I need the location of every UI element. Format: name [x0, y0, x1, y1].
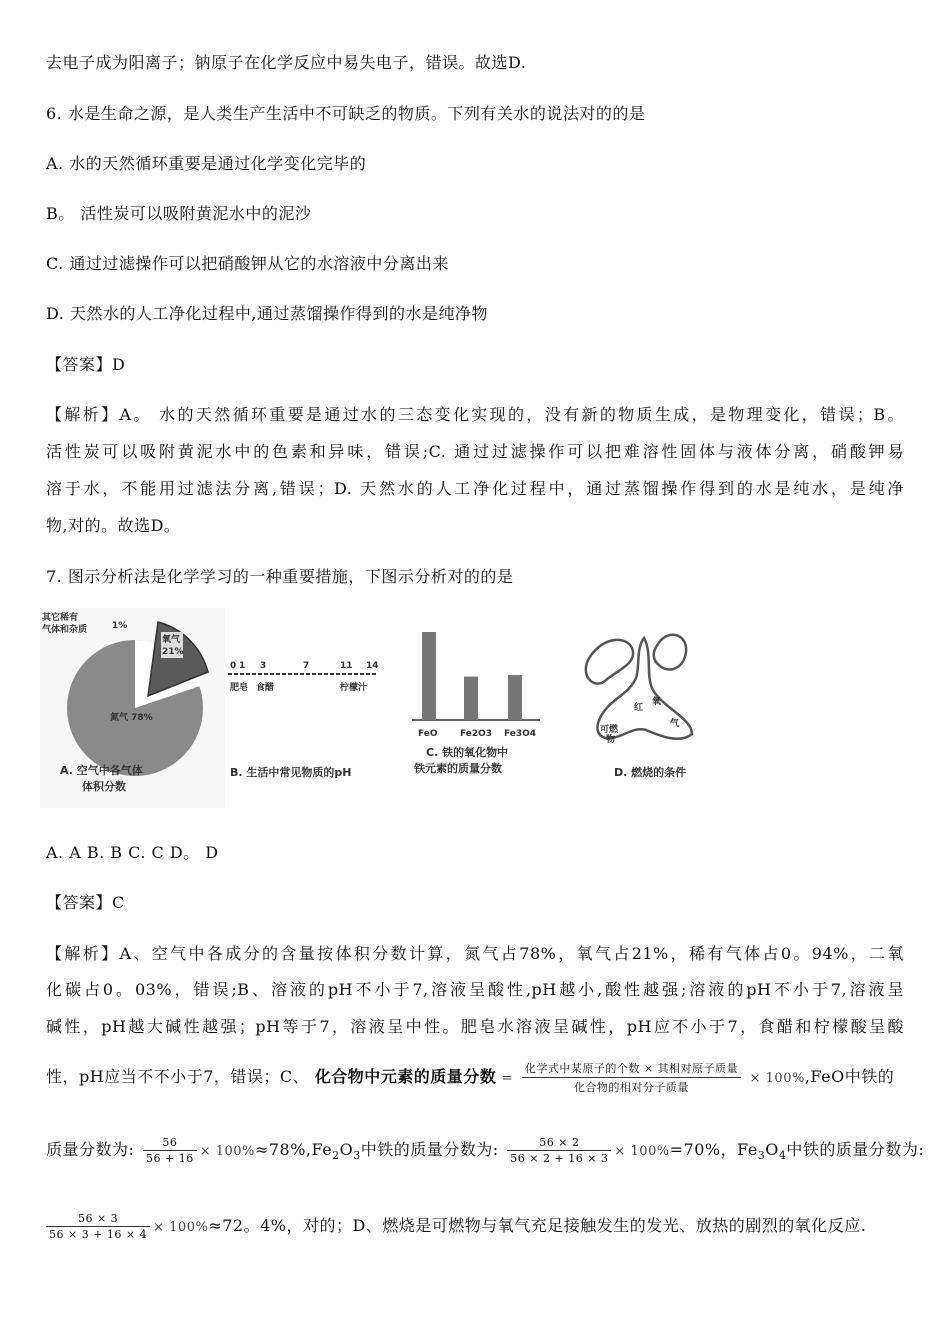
label-oxygen-d: 氧: [652, 697, 662, 707]
bar-label: Fe3O4: [504, 729, 537, 739]
ph-tick: 14: [366, 661, 379, 671]
answer-7: 【答案】C: [46, 893, 125, 912]
ph-scale: [228, 661, 379, 779]
label-nitrogen: 氮气 78%: [110, 713, 153, 723]
caption-b: B. 生活中常见物质的pH: [230, 766, 352, 779]
label-fuel: 可燃: [600, 725, 619, 735]
fraction-denominator: 56 + 16: [146, 1152, 194, 1165]
option-d: D. 天然水的人工净化过程中,通过蒸馏操作得到的水是纯净物: [46, 304, 489, 323]
bar-fe3o4: [508, 675, 522, 720]
fraction-numerator: 化学式中某原子的个数 × 其相对原子质量: [522, 1060, 741, 1078]
text-segment: 中铁的质量分数为:: [786, 1140, 925, 1159]
fraction-denominator: 化合物的相对分子质量: [573, 1081, 689, 1094]
question-7-options: A. A B. B C. C D。 D: [46, 843, 219, 862]
text-line: 去电子成为阳离子；钠原子在化学反应中易失电子，错误。故选D.: [46, 53, 527, 72]
fraction-denominator: 56 × 2 + 16 × 3: [510, 1152, 609, 1165]
option-b: B。 活性炭可以吸附黄泥水中的泥沙: [46, 204, 312, 223]
explanation-6-line: 活性炭可以吸附黄泥水中的色素和异味，错误;C. 通过过滤操作可以把难溶性固体与液体分离，硝酸钾易: [46, 442, 904, 461]
percent-factor: × 100%: [749, 1071, 805, 1086]
label-other-gases: 其它稀有: [42, 613, 79, 623]
pie-chart-air: [40, 608, 225, 808]
subscript: 3: [757, 1149, 766, 1163]
question-7-figure: [40, 608, 710, 808]
label-oxygen: 氧气: [162, 635, 181, 645]
caption-d: D. 燃烧的条件: [614, 766, 687, 779]
ph-label-lemon: 柠檬汁: [340, 683, 368, 693]
text-segment: 性，pH应当不不小于7，错误；C、: [46, 1067, 310, 1086]
caption-a: 体积分数: [82, 780, 126, 793]
fraction-numerator: 56 × 2: [507, 1136, 611, 1151]
percent-factor: × 100%: [153, 1220, 209, 1235]
percent-factor: × 100%: [614, 1144, 670, 1159]
fraction: [143, 1136, 197, 1165]
label-red: 红: [634, 703, 644, 713]
bar-label: Fe2O3: [460, 729, 493, 739]
ph-label-vinegar: 食醋: [256, 683, 275, 693]
fraction-numerator: 56 × 3: [46, 1212, 150, 1227]
question-7: 7. 图示分析法是化学学习的一种重要措施，下图示分析对的的是: [46, 567, 514, 586]
explanation-7-line: 碱性，pH越大碱性越强；pH等于7，溶液呈中性。肥皂水溶液呈碱性，pH应不小于7，食醋和柠檬酸呈酸: [46, 1017, 904, 1036]
caption-a: A. 空气中各气体: [60, 764, 143, 777]
caption-c: 铁元素的质量分数: [414, 762, 502, 775]
bar-fe2o3: [464, 677, 478, 720]
explanation-6-line: 【解析】A。 水的天然循环重要是通过水的三态变化实现的，没有新的物质生成，是物理变化，错误；B。: [46, 405, 904, 424]
text-segment: ,FeO中铁的: [804, 1067, 895, 1086]
text-segment: ≈78%,Fe: [254, 1140, 333, 1159]
formula-title: 化合物中元素的质量分数: [314, 1067, 497, 1086]
bar-chart-iron-oxides: [412, 632, 540, 775]
ph-tick: 1: [239, 661, 246, 671]
combustion-diagram: [586, 635, 692, 779]
explanation-6-line: 物,对的。故选D。: [46, 516, 181, 535]
subscript: 3: [353, 1149, 361, 1163]
option-a: A. 水的天然循环重要是通过化学变化完毕的: [46, 154, 367, 173]
ph-tick: 11: [340, 661, 353, 671]
fraction: [46, 1212, 150, 1241]
fraction: [507, 1136, 611, 1165]
question-6: 6. 水是生命之源，是人类生产生活中不可缺乏的物质。下列有关水的说法对的的是: [46, 104, 646, 123]
label-gas-d: 气: [670, 719, 680, 729]
text-segment: O: [339, 1140, 354, 1159]
text-segment: O: [765, 1140, 779, 1159]
subscript: 2: [332, 1149, 340, 1163]
bar-feo: [422, 632, 436, 720]
fraction-denominator: 56 × 3 + 16 × 4: [49, 1228, 148, 1241]
fraction-numerator: 56: [143, 1136, 197, 1151]
text-segment: 质量分数为:: [46, 1140, 135, 1159]
label-oxygen-pct: 21%: [162, 647, 184, 657]
explanation-7-formula-line: 性，pH应当不不小于7，错误；C、 化合物中元素的质量分数 = $\frac{\text{化学式中某原子的个数 × 其相对原子质量}}{\text{化合物的相对分子质量}}$ × 100%,FeO中铁的: [46, 1062, 895, 1094]
text-segment: 中铁的质量分数为:: [360, 1140, 499, 1159]
percent-factor: × 100%: [199, 1144, 255, 1159]
explanation-6-line: 溶于水，不能用过滤法分离,错误；D. 天然水的人工净化过程中，通过蒸馏操作得到的水是纯水，是纯净: [46, 479, 904, 498]
label-other-pct: 1%: [112, 621, 128, 631]
ph-tick: 7: [303, 661, 310, 671]
label-other-gases: 气体和杂质: [42, 625, 88, 635]
subscript: 4: [778, 1149, 787, 1163]
bar-label: FeO: [418, 729, 438, 739]
option-c: C. 通过过滤操作可以把硝酸钾从它的水溶液中分离出来: [46, 254, 449, 273]
ph-label-soap: 肥皂: [230, 683, 249, 693]
label-fuel: 物: [606, 735, 616, 745]
explanation-7-final-line: [46, 1212, 866, 1241]
caption-c: C. 铁的氧化物中: [426, 746, 509, 759]
text-segment: =70%，Fe: [669, 1140, 758, 1159]
explanation-7-fraction-line: [46, 1136, 924, 1165]
ph-tick: 0: [230, 661, 237, 671]
text-segment: ≈72。4%，对的；D、燃烧是可燃物与氧气充足接触发生的发光、放热的剧烈的氧化反应.: [208, 1216, 867, 1235]
fraction: [522, 1060, 741, 1095]
answer-6: 【答案】D: [46, 355, 126, 374]
explanation-7-line: 【解析】A、空气中各成分的含量按体积分数计算，氮气占78%，氧气占21%，稀有气体占0。94%，二氧: [46, 944, 904, 963]
ph-tick: 3: [260, 661, 267, 671]
explanation-7-line: 化碳占0。03%，错误;B、溶液的pH不小于7,溶液呈酸性,pH越小,酸性越强;溶液的pH不小于7,溶液呈: [46, 980, 904, 999]
